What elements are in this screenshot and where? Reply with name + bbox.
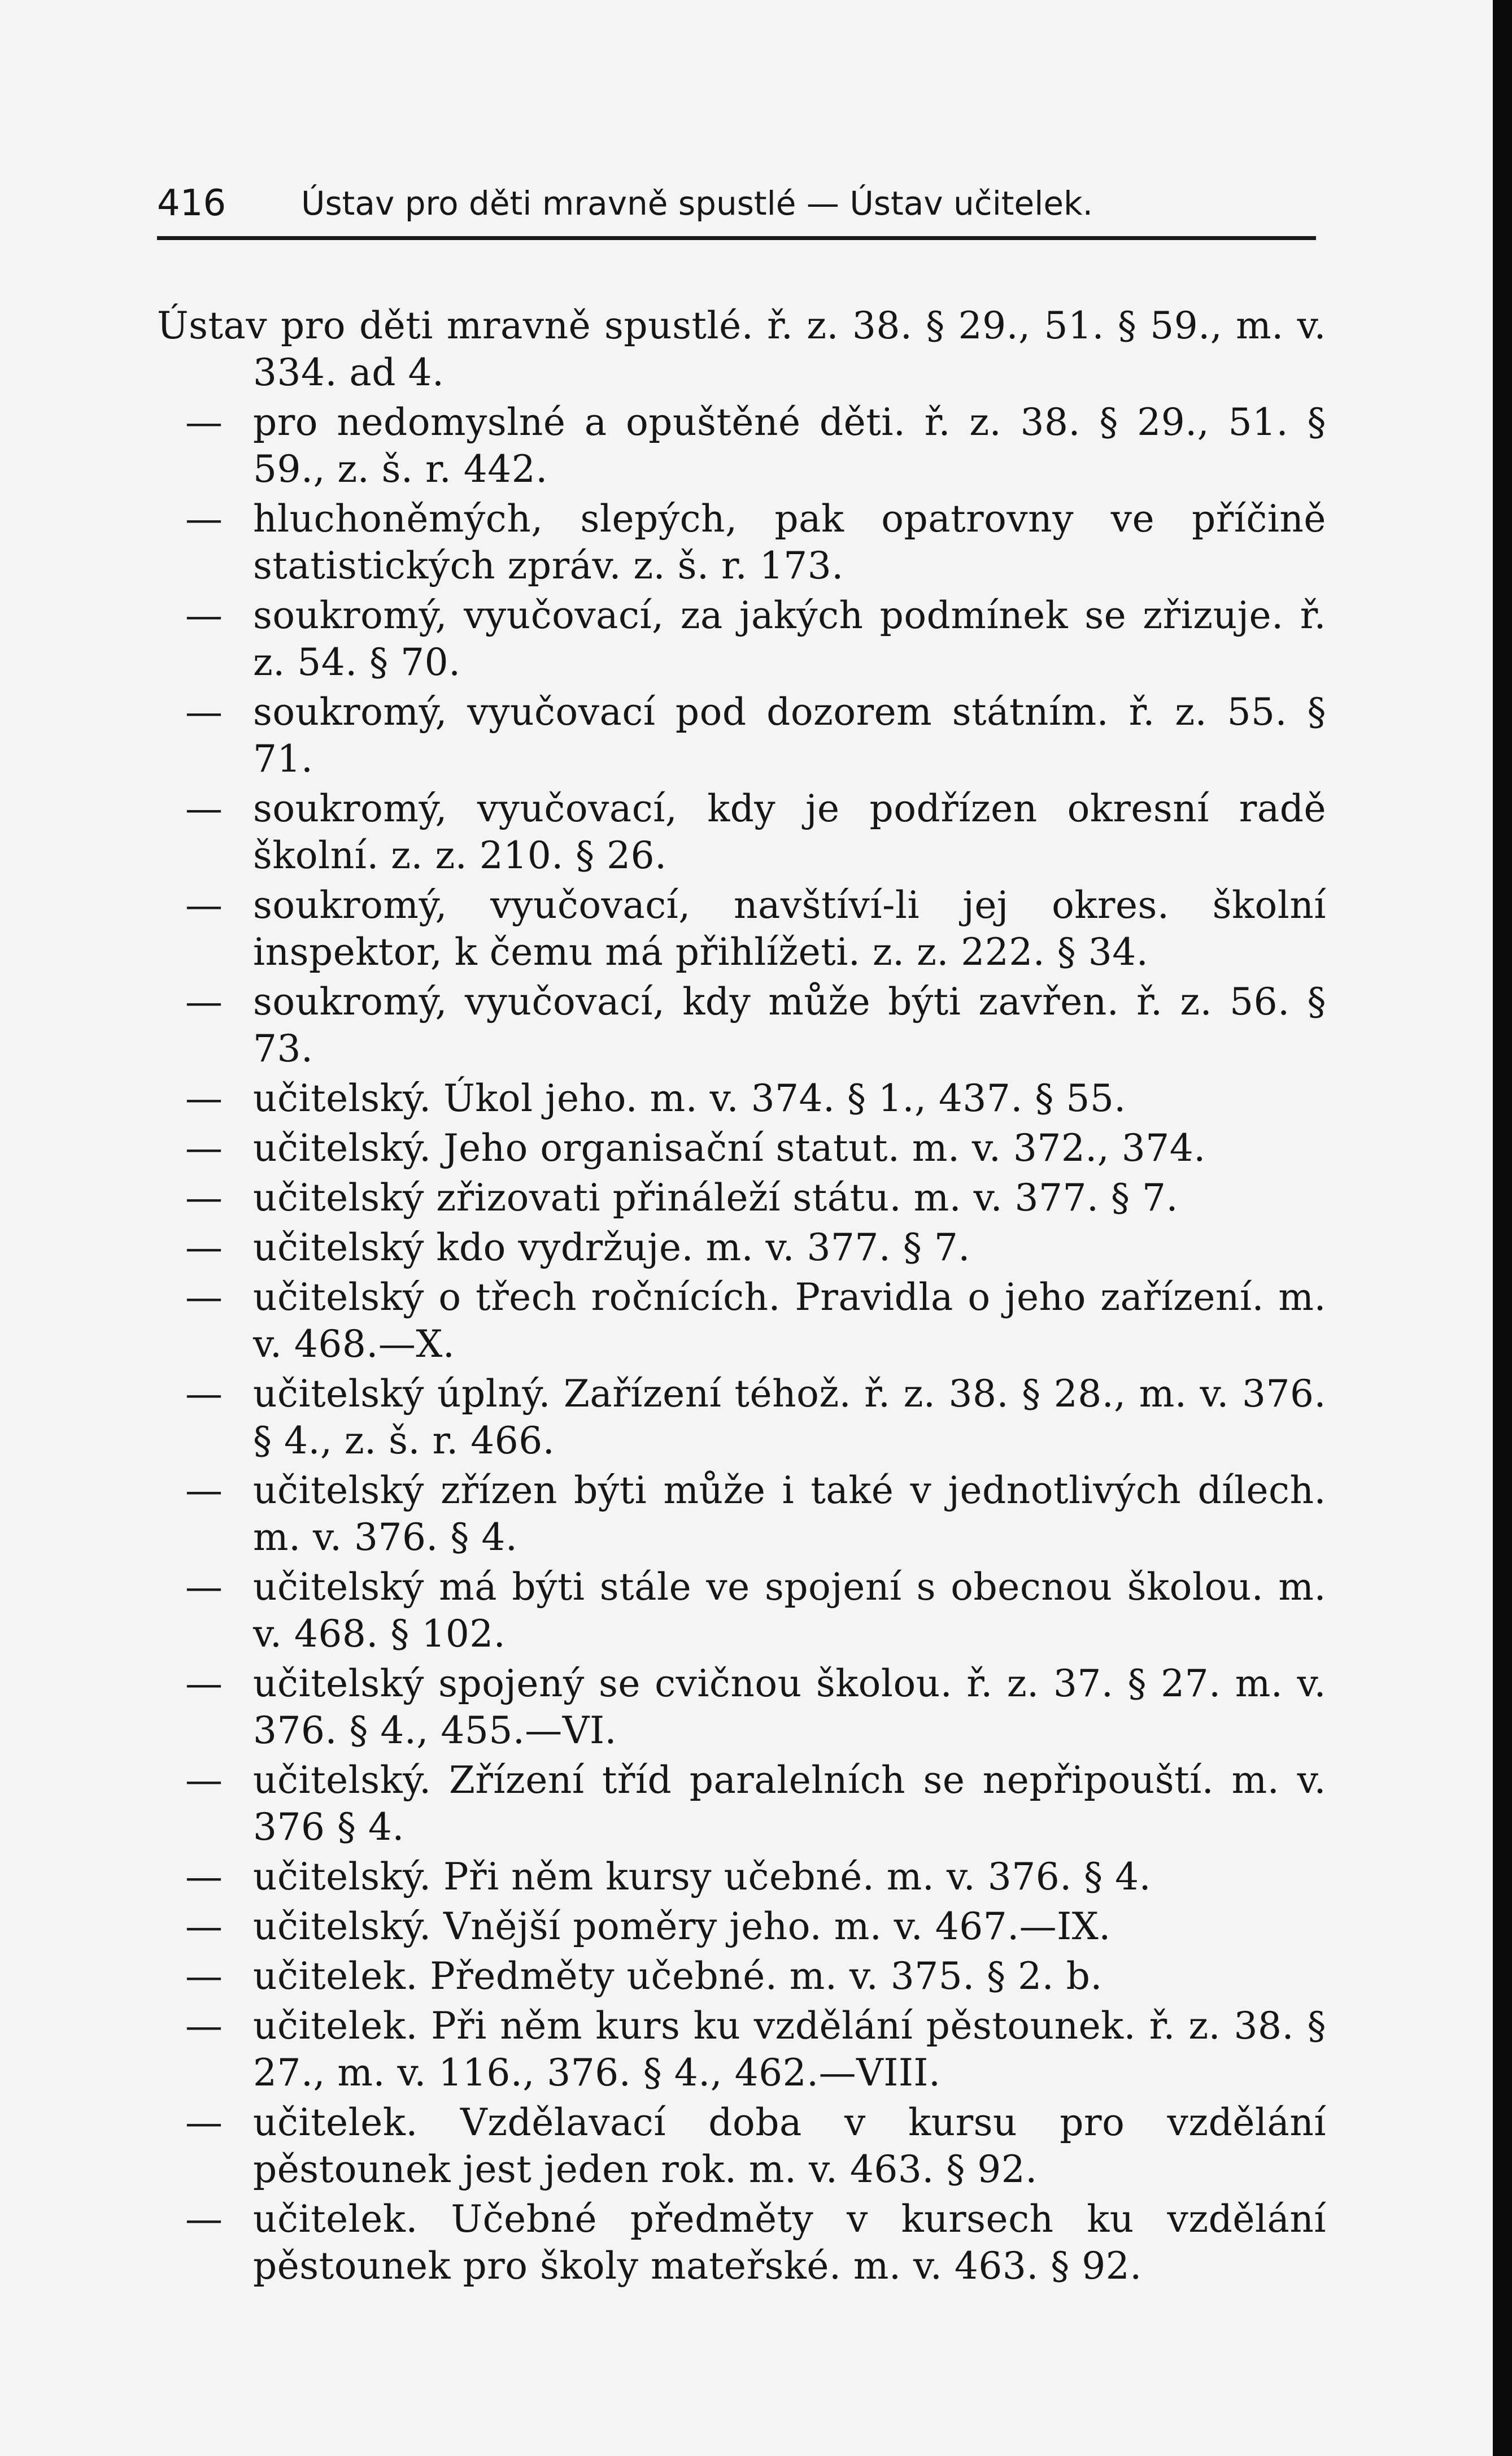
index-entry — [157, 978, 1326, 1072]
entry-dash: — — [185, 787, 223, 830]
index-entry — [157, 1953, 1326, 2000]
index-entry — [157, 1370, 1326, 1464]
entry-dash: — — [185, 1372, 223, 1416]
index-entry — [157, 1660, 1326, 1754]
entry-text: učitelský. Při něm kursy učebné. m. v. 376. § 4. — [253, 1855, 1152, 1898]
entry-text: učitelek. Vzdělavací doba v kursu pro vzdělání pěstounek jest jeden rok. m. v. 463. § 92. — [253, 2101, 1326, 2191]
index-entry — [157, 1174, 1326, 1221]
entry-text: učitelský. Úkol jeho. m. v. 374. § 1., 437. § 55. — [253, 1077, 1126, 1120]
index-entry — [157, 1224, 1326, 1271]
entry-dash: — — [185, 2004, 223, 2048]
entry-text: učitelek. Předměty učebné. m. v. 375. § 2. b. — [253, 1954, 1103, 1998]
index-entry — [157, 2099, 1326, 2193]
index-entry — [157, 1903, 1326, 1950]
entry-dash: — — [185, 1954, 223, 1998]
entry-dash: — — [185, 1662, 223, 1705]
entry-text: učitelek. Učebné předměty v kursech ku vzdělání pěstounek pro školy mateřské. m. v. 463. § 92. — [253, 2197, 1326, 2288]
index-entry — [157, 1274, 1326, 1368]
entry-text: učitelský má býti stále ve spojení s obecnou školou. m. v. 468. § 102. — [253, 1565, 1326, 1656]
header-rule — [157, 236, 1316, 240]
index-entry — [157, 689, 1326, 782]
entry-dash: — — [185, 1855, 223, 1898]
entry-dash: — — [185, 2101, 223, 2144]
entry-dash: — — [185, 883, 223, 927]
index-entry — [157, 495, 1326, 589]
entry-text: Ústav pro děti mravně spustlé. ř. z. 38. § 29., 51. § 59., m. v. 334. ad 4. — [157, 304, 1326, 394]
entry-text: učitelský. Zřízení tříd paralelních se nepřipouští. m. v. 376 § 4. — [253, 1758, 1326, 1849]
entry-dash: — — [185, 1077, 223, 1120]
entry-dash: — — [185, 1226, 223, 1269]
index-entry — [157, 399, 1326, 493]
entry-dash: — — [185, 594, 223, 637]
entry-dash: — — [185, 1758, 223, 1802]
index-entry — [157, 302, 1326, 396]
entry-text: soukromý, vyučovací, kdy je podřízen okresní radě školní. z. z. 210. § 26. — [253, 787, 1326, 877]
page-header — [157, 172, 1315, 234]
entry-text: soukromý, vyučovací pod dozorem státním. ř. z. 55. § 71. — [253, 690, 1326, 781]
entry-text: učitelek. Při něm kurs ku vzdělání pěstounek. ř. z. 38. § 27., m. v. 116., 376. § 4., 462.—VIII. — [253, 2004, 1326, 2094]
entry-dash: — — [185, 1176, 223, 1220]
index-entry — [157, 1564, 1326, 1657]
index-entries — [157, 302, 1326, 2292]
index-entry — [157, 785, 1326, 879]
entry-dash: — — [185, 1905, 223, 1948]
index-entry — [157, 592, 1326, 686]
entry-dash: — — [185, 497, 223, 541]
index-entry — [157, 2002, 1326, 2096]
entry-dash: — — [185, 1126, 223, 1170]
entry-text: soukromý, vyučovací, navštíví-li jej okres. školní inspektor, k čemu má přihlížeti. z. z. 222. § 34. — [253, 883, 1326, 974]
entry-dash: — — [185, 1275, 223, 1319]
entry-dash: — — [185, 690, 223, 734]
index-entry — [157, 1467, 1326, 1561]
entry-text: učitelský zřizovati přináleží státu. m. v. 377. § 7. — [253, 1176, 1178, 1220]
entry-dash: — — [185, 1565, 223, 1609]
entry-text: učitelský spojený se cvičnou školou. ř. z. 37. § 27. m. v. 376. § 4., 455.—VI. — [253, 1662, 1326, 1752]
index-entry — [157, 1757, 1326, 1850]
index-entry — [157, 1125, 1326, 1172]
entry-text: soukromý, vyučovací, za jakých podmínek se zřizuje. ř. z. 54. § 70. — [253, 594, 1326, 684]
entry-dash: — — [185, 400, 223, 444]
index-entry — [157, 882, 1326, 976]
entry-text: soukromý, vyučovací, kdy může býti zavřen. ř. z. 56. § 73. — [253, 980, 1326, 1070]
entry-text: učitelský kdo vydržuje. m. v. 377. § 7. — [253, 1226, 970, 1269]
entry-text: učitelský zřízen býti může i také v jednotlivých dílech. m. v. 376. § 4. — [253, 1469, 1326, 1559]
page-edge-shadow — [1493, 0, 1512, 2456]
running-title: Ústav pro děti mravně spustlé — Ústav učitelek. — [301, 184, 1093, 223]
entry-dash: — — [185, 980, 223, 1024]
index-entry — [157, 1853, 1326, 1900]
entry-text: pro nedomyslné a opuštěné děti. ř. z. 38. § 29., 51. § 59., z. š. r. 442. — [253, 400, 1326, 491]
entry-text: hluchoněmých, slepých, pak opatrovny ve příčině statistických zpráv. z. š. r. 173. — [253, 497, 1326, 587]
page-number: 416 — [157, 182, 226, 224]
entry-dash: — — [185, 2197, 223, 2241]
index-entry — [157, 1075, 1326, 1122]
entry-text: učitelský úplný. Zařízení téhož. ř. z. 38. § 28., m. v. 376. § 4., z. š. r. 466. — [253, 1372, 1326, 1462]
index-entry — [157, 2196, 1326, 2289]
entry-text: učitelský. Vnější poměry jeho. m. v. 467.—IX. — [253, 1905, 1111, 1948]
entry-dash: — — [185, 1469, 223, 1512]
entry-text: učitelský o třech ročnících. Pravidla o jeho zařízení. m. v. 468.—X. — [253, 1275, 1326, 1366]
entry-text: učitelský. Jeho organisační statut. m. v. 372., 374. — [253, 1126, 1206, 1170]
